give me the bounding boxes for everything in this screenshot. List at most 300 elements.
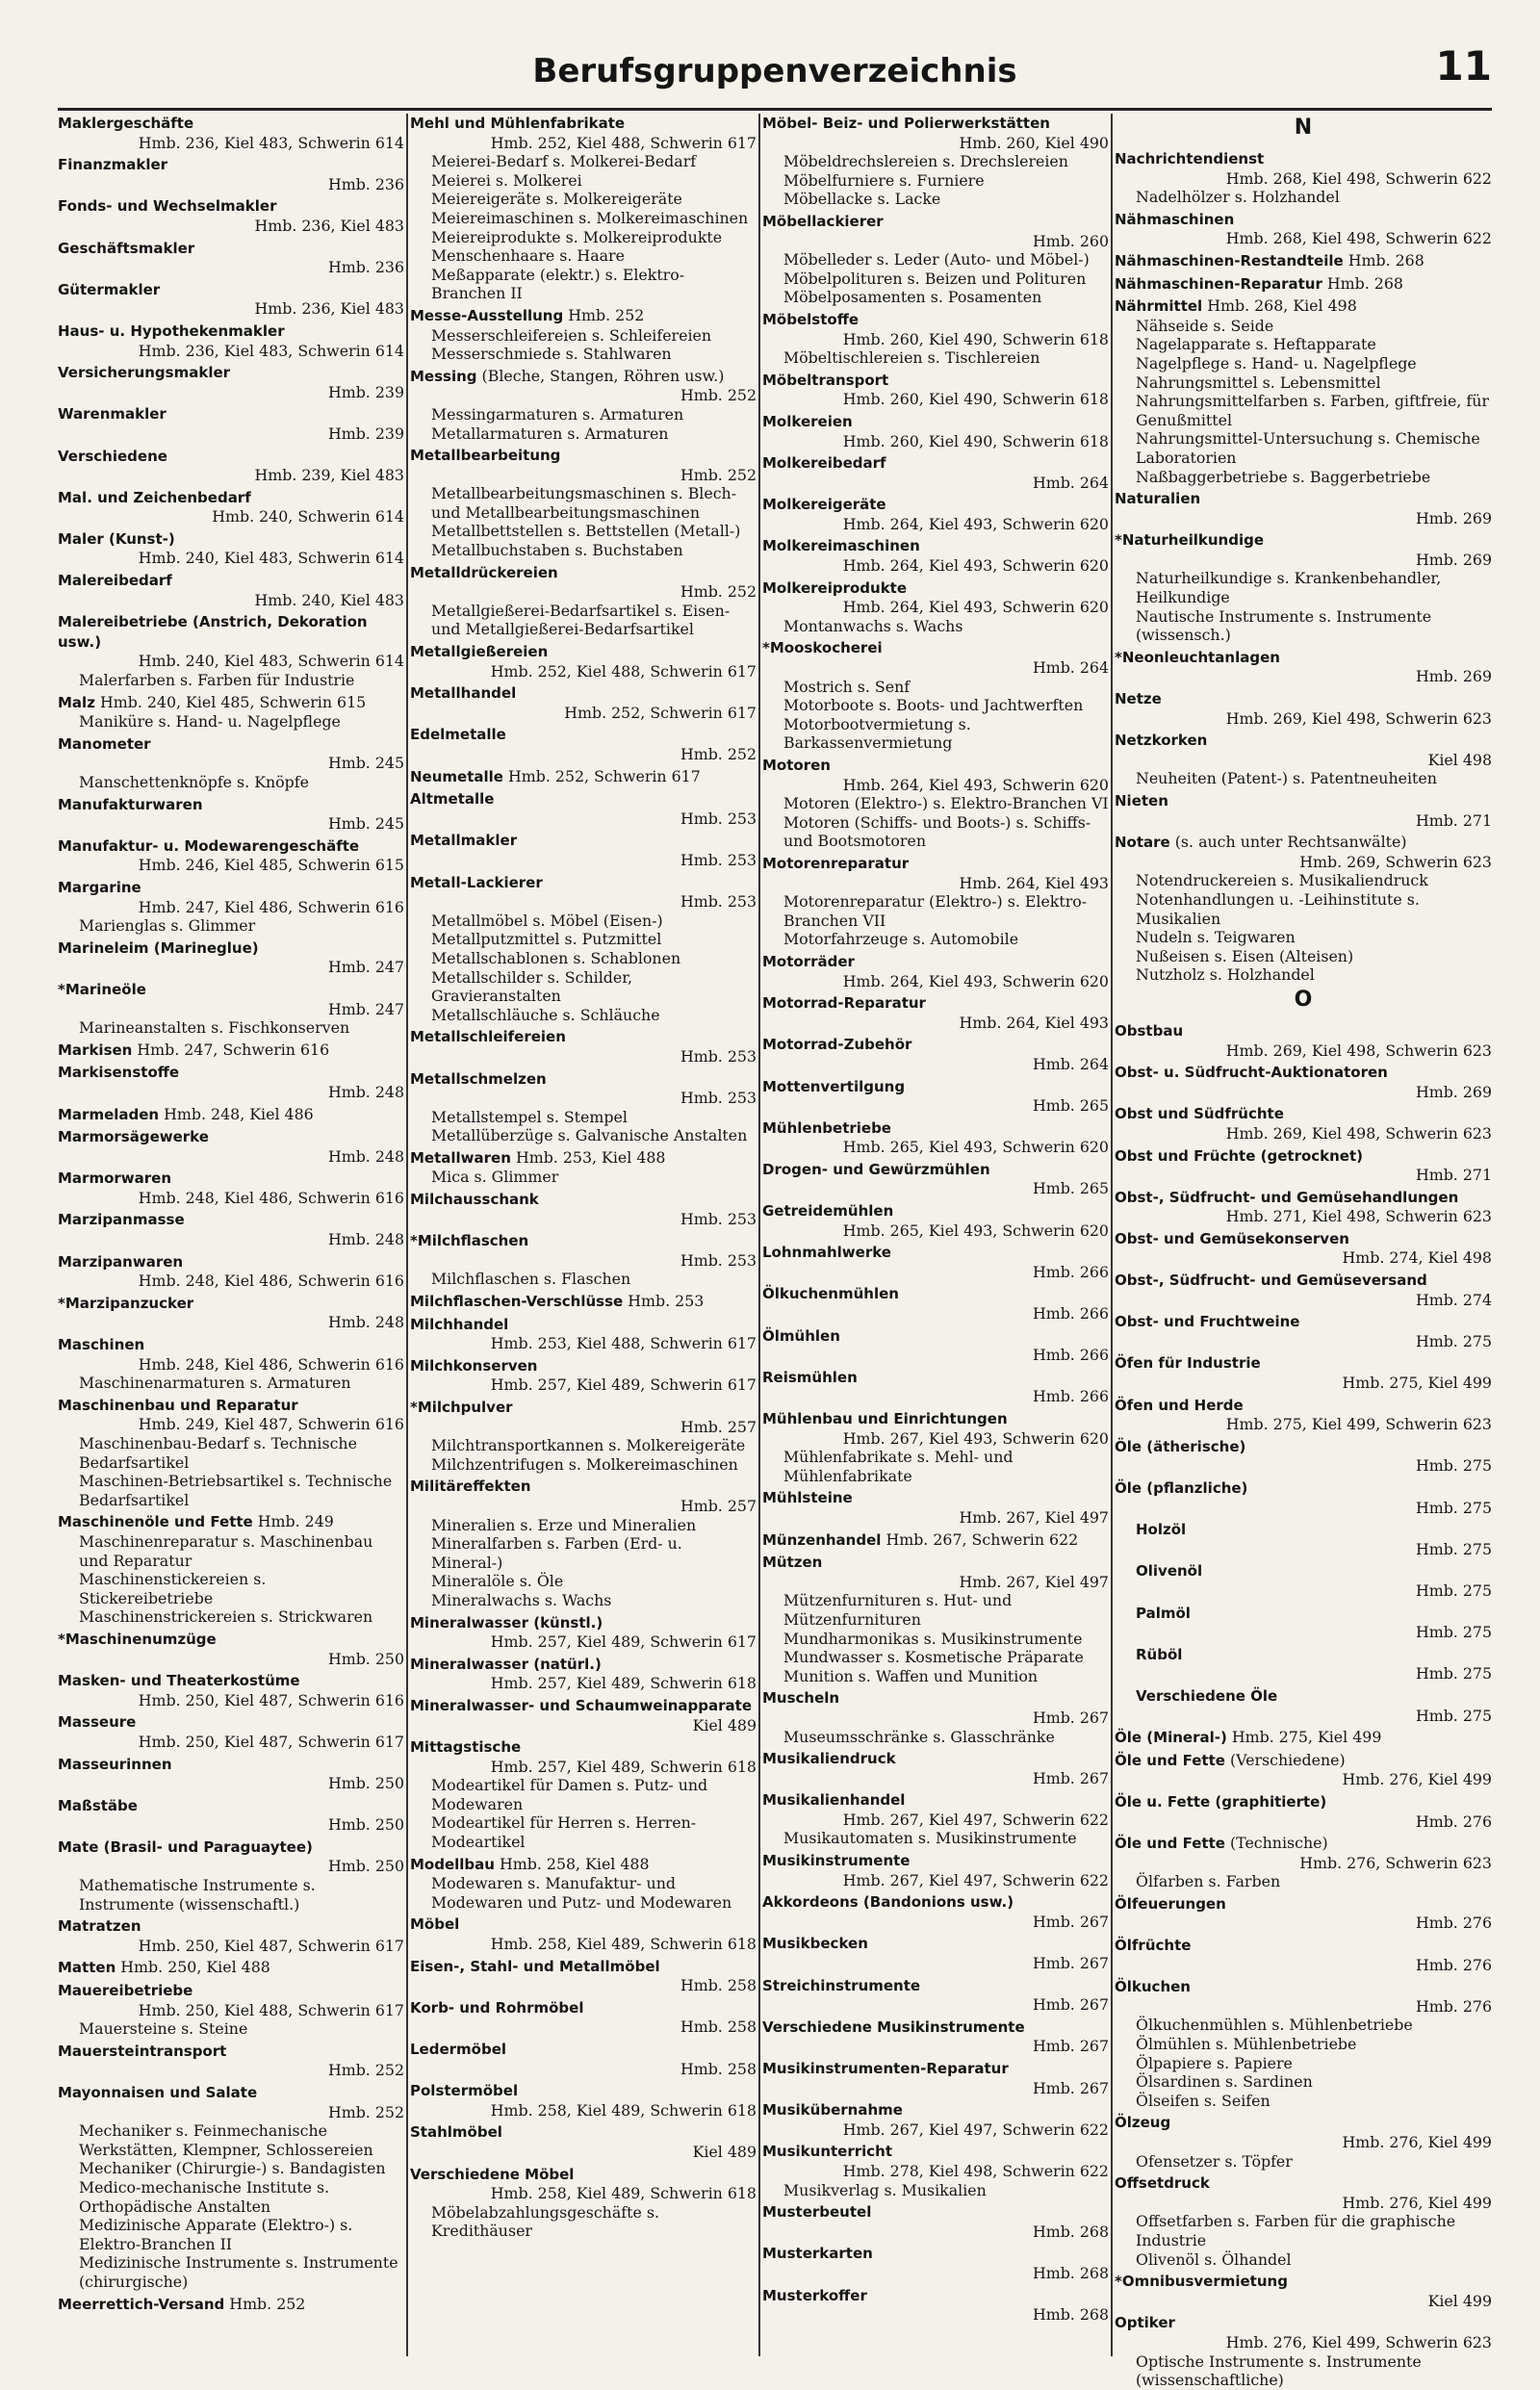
entry-references: Hmb. 267	[1032, 1708, 1109, 1727]
entry-references: Hmb. 248	[327, 1230, 404, 1249]
directory-entry	[58, 2042, 404, 2080]
entry-references: Hmb. 276	[1415, 1955, 1492, 1974]
entry-references: Hmb. 257	[680, 1496, 757, 1515]
directory-entry	[58, 571, 404, 609]
directory-entry	[410, 1190, 757, 1228]
entry-references: Hmb. 252	[327, 2061, 404, 2080]
entry-name: Ölfeuerungen	[1115, 1894, 1226, 1913]
cross-reference: Messerschmiede s. Stahlwaren	[431, 345, 672, 364]
entry-references: Hmb. 240, Kiel 483, Schwerin 614	[138, 652, 404, 671]
cross-reference: Möbelposamenten s. Posamenten	[783, 288, 1042, 307]
entry-name: Molkereimaschinen	[762, 537, 920, 555]
entry-text: Hmb. 258, Kiel 488	[500, 1854, 650, 1873]
entry-references: Hmb. 266	[1032, 1387, 1109, 1406]
directory-entry	[58, 404, 404, 443]
entry-name: Militäreffekten	[410, 1478, 531, 1496]
cross-reference: Nadelhölzer s. Holzhandel	[1136, 188, 1340, 207]
entry-references: Hmb. 264	[1032, 658, 1109, 678]
directory-entry	[410, 683, 757, 722]
cross-reference: Metallüberzüge s. Galvanische Anstalten	[431, 1126, 748, 1145]
entry-references: Hmb. 275, Kiel 499, Schwerin 623	[1225, 1415, 1492, 1434]
entry-text: (Bleche, Stangen, Röhren usw.)	[481, 366, 725, 385]
cross-reference: Metallputzmittel s. Putzmittel	[431, 930, 662, 949]
cross-reference: Nahrungsmittel s. Lebensmittel	[1136, 373, 1381, 392]
directory-entry	[58, 488, 404, 527]
entry-name: Markisen	[58, 1041, 133, 1059]
directory-entry	[58, 239, 404, 277]
entry-references: Hmb. 264, Kiel 493, Schwerin 620	[842, 775, 1109, 794]
entry-name: Öle (Mineral-)	[1115, 1729, 1227, 1747]
directory-entry	[410, 2081, 757, 2120]
entry-name: Öfen für Industrie	[1115, 1354, 1261, 1373]
entry-references: Hmb. 240, Kiel 483, Schwerin 614	[138, 549, 404, 568]
cross-reference: Motorboote s. Boots- und Jachtwerften	[783, 696, 1084, 715]
directory-entry	[1115, 1686, 1492, 1725]
entry-name: Masken- und Theaterkostüme	[58, 1672, 300, 1690]
cross-reference: Metallstempel s. Stempel	[431, 1107, 628, 1126]
cross-reference: Mineralöle s. Öle	[431, 1572, 564, 1591]
entry-name: Naturalien	[1115, 490, 1201, 508]
entry-references: Hmb. 278, Kiel 498, Schwerin 622	[842, 2161, 1109, 2180]
directory-entry	[762, 1488, 1109, 1527]
entry-references: Hmb. 267	[1032, 2037, 1109, 2056]
cross-reference: Nautische Instrumente s. Instrumente (wissensch.)	[1136, 606, 1432, 645]
cross-reference: Olivenöl s. Ölhandel	[1136, 2249, 1292, 2269]
entry-text: Hmb. 250, Kiel 488	[120, 1958, 270, 1977]
directory-entry	[58, 2083, 404, 2292]
directory-entry	[1115, 1977, 1492, 2110]
entry-references: Hmb. 268, Kiel 498, Schwerin 622	[1225, 168, 1492, 188]
entry-references: Hmb. 267, Kiel 497, Schwerin 622	[842, 1810, 1109, 1829]
cross-reference: Naturheilkundige s. Krankenbehandler, Heilkundige	[1136, 569, 1442, 607]
entry-name: Finanzmakler	[58, 156, 168, 174]
cross-reference: Marienglas s. Glimmer	[79, 916, 256, 936]
entry-references: Hmb. 250, Kiel 487, Schwerin 617	[138, 1936, 404, 1955]
entry-references: Hmb. 248, Kiel 486, Schwerin 616	[138, 1354, 404, 1374]
entry-references: Hmb. 250	[327, 1649, 404, 1668]
entry-references: Hmb. 276	[1415, 1996, 1492, 2016]
directory-entry	[1115, 1353, 1492, 1392]
entry-references: Hmb. 267	[1032, 1954, 1109, 1973]
directory-entry	[1115, 1520, 1492, 1558]
directory-entry	[762, 2244, 1109, 2282]
entry-references: Hmb. 264	[1032, 1054, 1109, 1073]
entry-references: Hmb. 247	[327, 958, 404, 977]
cross-reference: Möbeltischlereien s. Tischlereien	[783, 348, 1040, 368]
cross-reference: Ölkuchenmühlen s. Mühlenbetriebe	[1136, 2016, 1413, 2035]
entry-references: Hmb. 269, Kiel 498, Schwerin 623	[1225, 1123, 1492, 1143]
directory-entry	[410, 725, 757, 763]
cross-reference: Motorfahrzeuge s. Automobile	[783, 930, 1019, 949]
entry-name: Malereibetriebe (Anstrich, Dekoration usw.)	[58, 613, 368, 651]
entry-name: Öle und Fette	[1115, 1835, 1225, 1853]
directory-entry	[1115, 833, 1492, 985]
entry-references: Hmb. 253, Kiel 488, Schwerin 617	[490, 1334, 757, 1353]
entry-name: Ledermöbel	[410, 2041, 507, 2058]
entry-references: Hmb. 275	[1415, 1498, 1492, 1517]
directory-entry	[1115, 1561, 1492, 1600]
directory-entry	[410, 1027, 757, 1066]
directory-entry	[58, 1712, 404, 1751]
directory-entry	[762, 371, 1109, 409]
entry-name: Matten	[58, 1959, 116, 1977]
cross-reference: Maschinenreparatur s. Maschinenbau und Reparatur	[79, 1531, 373, 1570]
entry-references: Hmb. 269	[1415, 508, 1492, 527]
directory-entry	[58, 321, 404, 360]
entry-references: Hmb. 265, Kiel 493, Schwerin 620	[842, 1221, 1109, 1240]
entry-references: Hmb. 275, Kiel 499	[1342, 1374, 1492, 1393]
entry-name: Verschiedene Musikinstrumente	[762, 2017, 1025, 2036]
directory-entry	[762, 993, 1109, 1032]
directory-entry	[762, 2017, 1109, 2056]
entry-references: Hmb. 253	[680, 1250, 757, 1270]
entry-text: (Verschiedene)	[1229, 1750, 1346, 1769]
directory-entry	[1115, 530, 1492, 645]
directory-entry	[410, 306, 757, 364]
cross-reference: Mineralien s. Erze und Mineralien	[431, 1515, 697, 1534]
cross-reference: Meierei s. Molkerei	[431, 170, 582, 190]
cross-reference: Notendruckereien s. Musikaliendruck	[1136, 871, 1428, 890]
entry-name: Altmetalle	[410, 790, 495, 809]
directory-entry	[762, 2059, 1109, 2097]
directory-entry	[762, 1035, 1109, 1073]
entry-name: Holzöl	[1136, 1521, 1187, 1539]
cross-reference: Notenhandlungen u. -Leihinstitute s. Musikalien	[1136, 889, 1420, 928]
cross-reference: Malerfarben s. Farben für Industrie	[79, 671, 355, 690]
cross-reference: Meierei-Bedarf s. Molkerei-Bedarf	[431, 152, 697, 171]
cross-reference: Meiereiprodukte s. Molkereiprodukte	[431, 227, 723, 246]
directory-entry	[1115, 1312, 1492, 1350]
directory-entry	[58, 1169, 404, 1207]
entry-text: Hmb. 268	[1326, 273, 1403, 293]
entry-name: Edelmetalle	[410, 726, 506, 744]
entry-name: Obstbau	[1115, 1021, 1184, 1040]
entry-references: Hmb. 267	[1032, 1912, 1109, 1931]
directory-entry	[58, 1041, 404, 1061]
cross-reference: Medizinische Instrumente s. Instrumente (chirurgische)	[79, 2253, 398, 2291]
column-divider	[406, 114, 408, 2356]
entry-name: Olivenöl	[1136, 1562, 1203, 1580]
directory-entry	[410, 1315, 757, 1353]
entry-name: Netze	[1115, 690, 1162, 708]
directory-entry	[762, 1790, 1109, 1848]
cross-reference: Ölfarben s. Farben	[1136, 1872, 1281, 1891]
directory-entry	[58, 612, 404, 689]
entry-references: Hmb. 267, Kiel 497, Schwerin 622	[842, 2120, 1109, 2139]
entry-name: Musikaliendruck	[762, 1750, 896, 1768]
entry-references: Hmb. 275	[1415, 1456, 1492, 1476]
cross-reference: Metallschablonen s. Schablonen	[431, 948, 681, 967]
directory-entry	[1115, 296, 1492, 486]
cross-reference: Medizinische Apparate (Elektro-) s. Elektro-Branchen II	[79, 2216, 353, 2253]
entry-references: Hmb. 264, Kiel 493, Schwerin 620	[842, 971, 1109, 990]
column-2	[410, 114, 757, 2356]
entry-name: Motorenreparatur	[762, 854, 910, 872]
entry-references: Hmb. 276, Kiel 499, Schwerin 623	[1225, 2332, 1492, 2351]
entry-name: Nähmaschinen-Restandteile	[1115, 251, 1344, 270]
cross-reference: Mathematische Instrumente s. Instrumente (wissenschaftl.)	[79, 1876, 316, 1914]
entry-name: Notare	[1115, 834, 1170, 852]
entry-references: Hmb. 275	[1415, 1623, 1492, 1642]
cross-reference: Mica s. Glimmer	[431, 1168, 559, 1187]
entry-name: Mehl und Mühlenfabrikate	[410, 115, 626, 132]
cross-reference: Mineralfarben s. Farben (Erd- u. Mineral-)	[431, 1534, 682, 1572]
directory-entry	[58, 2295, 404, 2315]
entry-references: Hmb. 260, Kiel 490, Schwerin 618	[842, 431, 1109, 450]
entry-references: Hmb. 248	[327, 1082, 404, 1101]
entry-name: Musikübernahme	[762, 2101, 903, 2120]
entry-name: Musterkarten	[762, 2245, 873, 2263]
directory-entry	[1115, 1645, 1492, 1683]
entry-text: Hmb. 252	[229, 2294, 306, 2313]
entry-name: Motoren	[762, 757, 831, 774]
cross-reference: Motorbootvermietung s. Barkassenvermietung	[783, 714, 971, 753]
directory-entry	[762, 536, 1109, 575]
directory-entry	[58, 196, 404, 235]
cross-reference: Milchtransportkannen s. Molkereigeräte	[431, 1436, 746, 1455]
directory-entry	[58, 1837, 404, 1914]
entry-name: Eisen-, Stahl- und Metallmöbel	[410, 1957, 660, 1975]
directory-entry	[1115, 2173, 1492, 2269]
entry-references: Hmb. 245	[327, 814, 404, 834]
entry-references: Hmb. 275	[1415, 1331, 1492, 1350]
entry-references: Hmb. 250, Kiel 488, Schwerin 617	[138, 2000, 404, 2019]
entry-references: Hmb. 267	[1032, 1995, 1109, 2015]
entry-name: Möbeltransport	[762, 371, 889, 389]
entry-name: Maßstäbe	[58, 1796, 138, 1814]
directory-entry	[762, 1118, 1109, 1157]
cross-reference: Nutzholz s. Holzhandel	[1136, 965, 1315, 985]
entry-name: Musterbeutel	[762, 2203, 872, 2222]
cross-reference: Ölsardinen s. Sardinen	[1136, 2072, 1313, 2092]
entry-name: Gütermakler	[58, 280, 161, 298]
entry-references: Hmb. 248	[327, 1146, 404, 1166]
entry-references: Hmb. 276	[1415, 1812, 1492, 1831]
entry-references: Hmb. 252	[680, 465, 757, 484]
entry-name: Möbellackierer	[762, 212, 884, 230]
directory-entry	[58, 363, 404, 401]
cross-reference: Möbellacke s. Lacke	[783, 190, 941, 209]
directory-entry	[58, 938, 404, 977]
entry-text: Hmb. 275, Kiel 499	[1231, 1728, 1382, 1747]
directory-entry	[58, 836, 404, 875]
entry-name: Offsetdruck	[1115, 2174, 1210, 2193]
entry-name: Nähmaschinen	[1115, 210, 1235, 228]
entry-name: *Mooskocherei	[762, 639, 883, 657]
entry-references: Hmb. 257, Kiel 489, Schwerin 617	[490, 1632, 757, 1652]
directory-entry	[762, 1553, 1109, 1685]
cross-reference: Nahrungsmittel-Untersuchung s. Chemische Laboratorien	[1136, 429, 1480, 467]
entry-references: Hmb. 240, Schwerin 614	[212, 507, 404, 527]
directory-entry	[1115, 1146, 1492, 1185]
entry-references: Hmb. 275	[1415, 1539, 1492, 1558]
entry-name: Milchkonserven	[410, 1356, 538, 1375]
entry-name: Neumetalle	[410, 767, 503, 785]
directory-entry	[410, 873, 757, 1025]
directory-entry	[1115, 1894, 1492, 1933]
entry-name: Metallschmelzen	[410, 1069, 547, 1088]
cross-reference: Nagelapparate s. Heftapparate	[1136, 335, 1376, 354]
entry-name: Münzenhandel	[762, 1530, 882, 1549]
directory-entry	[410, 1398, 757, 1474]
directory-entry	[58, 795, 404, 834]
directory-entry	[1115, 1834, 1492, 1891]
entry-references: Hmb. 271	[1415, 1166, 1492, 1185]
entry-name: Optiker	[1115, 2314, 1175, 2332]
entry-references: Hmb. 236, Kiel 483, Schwerin 614	[138, 341, 404, 360]
entry-references: Hmb. 258	[680, 2059, 757, 2078]
entry-references: Hmb. 274, Kiel 498	[1342, 1248, 1492, 1268]
entry-text: (s. auch unter Rechtsanwälte)	[1174, 833, 1407, 852]
entry-name: Obst und Früchte (getrocknet)	[1115, 1146, 1364, 1165]
entry-name: Metallschleifereien	[410, 1028, 566, 1046]
entry-name: Musikbecken	[762, 1935, 868, 1953]
entry-name: Verschiedene	[58, 447, 167, 465]
entry-name: Masseurinnen	[58, 1755, 172, 1773]
directory-entry	[410, 1356, 757, 1395]
entry-name: Motorräder	[762, 952, 855, 970]
entry-name: Geschäftsmakler	[58, 239, 195, 257]
entry-references: Hmb. 236, Kiel 483	[254, 299, 404, 319]
entry-references: Hmb. 252, Schwerin 617	[564, 703, 757, 722]
entry-text: Hmb. 248, Kiel 486	[164, 1104, 314, 1123]
cross-reference: Maschinen-Betriebsartikel s. Technische Bedarfsartikel	[79, 1472, 393, 1509]
entry-name: Verschiedene Möbel	[410, 2165, 575, 2183]
directory-entry	[762, 2142, 1109, 2199]
entry-references: Hmb. 264	[1032, 473, 1109, 492]
entry-name: Motorrad-Zubehör	[762, 1036, 912, 1054]
entry-name: Muscheln	[762, 1689, 840, 1708]
entry-name: Obst- und Gemüsekonserven	[1115, 1229, 1349, 1247]
entry-references: Kiel 489	[692, 2142, 757, 2161]
entry-name: Mützen	[762, 1554, 823, 1572]
entry-name: Milchausschank	[410, 1191, 539, 1209]
cross-reference: Mundharmonikas s. Musikinstrumente	[783, 1629, 1083, 1648]
directory-entry	[762, 114, 1109, 209]
directory-entry	[762, 1892, 1109, 1931]
entry-name: Marmorsägewerke	[58, 1128, 209, 1146]
directory-entry	[410, 367, 757, 443]
entry-references: Hmb. 267, Kiel 493, Schwerin 620	[842, 1428, 1109, 1448]
entry-name: Öle und Fette	[1115, 1751, 1225, 1769]
entry-name: Margarine	[58, 878, 141, 896]
entry-name: Mineralwasser- und Schaumweinapparate	[410, 1696, 752, 1714]
entry-references: Hmb. 268	[1032, 2222, 1109, 2241]
entry-name: Korb- und Rohrmöbel	[410, 1998, 584, 2017]
entry-name: Reismühlen	[762, 1368, 858, 1386]
entry-references: Kiel 499	[1427, 2291, 1492, 2310]
cross-reference: Milchflaschen s. Flaschen	[431, 1270, 631, 1289]
entry-name: Mineralwasser (künstl.)	[410, 1613, 603, 1632]
directory-entry	[762, 578, 1109, 636]
entry-references: Hmb. 250, Kiel 487, Schwerin 616	[138, 1690, 404, 1709]
directory-entry	[58, 1630, 404, 1668]
page-number: 11	[1435, 42, 1492, 90]
directory-entry	[410, 831, 757, 869]
directory-entry	[58, 1252, 404, 1291]
directory-entry	[58, 529, 404, 568]
entry-references: Hmb. 269, Kiel 498, Schwerin 623	[1225, 1041, 1492, 1060]
entry-name: Molkereibedarf	[762, 454, 886, 473]
directory-entry	[1115, 2272, 1492, 2310]
directory-entry	[1115, 1063, 1492, 1101]
entry-references: Hmb. 253	[680, 850, 757, 869]
entry-references: Hmb. 276, Schwerin 623	[1299, 1853, 1492, 1872]
entry-references: Hmb. 252	[327, 2102, 404, 2121]
entry-name: Manufakturwaren	[58, 795, 203, 813]
directory-entry	[1115, 1437, 1492, 1476]
entry-name: Polstermöbel	[410, 2082, 519, 2100]
entry-name: Mauersteintransport	[58, 2042, 227, 2060]
entry-name: Drogen- und Gewürzmühlen	[762, 1160, 990, 1178]
directory-entry	[762, 1243, 1109, 1281]
directory-entry	[762, 2286, 1109, 2325]
directory-entry	[410, 563, 757, 639]
cross-reference: Mechaniker s. Feinmechanische Werkstätten, Klempner, Schlossereien	[79, 2121, 373, 2159]
entry-name: Lohnmahlwerke	[762, 1244, 891, 1262]
cross-reference: Metallschilder s. Schilder, Gravieranstalten	[431, 967, 633, 1006]
directory-entry	[762, 1934, 1109, 1972]
entry-name: Molkereigeräte	[762, 496, 886, 514]
entry-name: Marmeladen	[58, 1105, 160, 1123]
directory-entry	[762, 2202, 1109, 2241]
cross-reference: Offsetfarben s. Farben für die graphische Industrie	[1136, 2212, 1456, 2249]
column-4	[1115, 114, 1492, 2390]
entry-references: Hmb. 260, Kiel 490	[959, 133, 1109, 152]
directory-entry	[762, 1749, 1109, 1787]
entry-name: Ölzeug	[1115, 2114, 1171, 2132]
entry-references: Hmb. 269	[1415, 667, 1492, 686]
cross-reference: Metallbuchstaben s. Buchstaben	[431, 541, 683, 560]
entry-references: Hmb. 236	[327, 174, 404, 193]
directory-entry	[58, 1063, 404, 1101]
directory-entry	[410, 1292, 757, 1312]
entry-references: Hmb. 240, Kiel 483	[254, 590, 404, 609]
entry-name: *Omnibusvermietung	[1115, 2273, 1288, 2291]
entry-references: Hmb. 236, Kiel 483	[254, 216, 404, 235]
entry-references: Hmb. 260	[1032, 231, 1109, 250]
entry-name: Mühlsteine	[762, 1489, 853, 1507]
entry-name: Nähmaschinen-Reparatur	[1115, 274, 1322, 293]
directory-entry	[410, 1696, 757, 1735]
entry-references: Hmb. 258	[680, 2017, 757, 2037]
entry-name: Mühlenbetriebe	[762, 1118, 891, 1137]
entry-references: Hmb. 275	[1415, 1706, 1492, 1725]
cross-reference: Nähseide s. Seide	[1136, 316, 1274, 335]
entry-references: Hmb. 257, Kiel 489, Schwerin 618	[490, 1674, 757, 1693]
entry-name: Öle (ätherische)	[1115, 1437, 1246, 1455]
directory-entry	[1115, 1188, 1492, 1226]
entry-references: Hmb. 268	[1032, 2305, 1109, 2325]
cross-reference: Meßapparate (elektr.) s. Elektro-Branchen II	[431, 265, 685, 303]
column-3	[762, 114, 1109, 2356]
directory-entry	[762, 212, 1109, 307]
directory-entry	[410, 1998, 757, 2037]
cross-reference: Montanwachs s. Wachs	[783, 616, 963, 635]
cross-reference: Musikautomaten s. Musikinstrumente	[783, 1829, 1077, 1848]
directory-entry	[762, 1851, 1109, 1889]
directory-entry	[762, 310, 1109, 368]
directory-entry	[410, 642, 757, 681]
section-letter: O	[1294, 987, 1313, 1012]
entry-name: Metallwaren	[410, 1148, 511, 1167]
entry-name: Malz	[58, 693, 95, 711]
entry-references: Hmb. 274	[1415, 1290, 1492, 1309]
cross-reference: Metallgießerei-Bedarfsartikel s. Eisen- und Metallgießerei-Bedarfsartikel	[431, 601, 731, 639]
entry-references: Hmb. 239	[327, 424, 404, 443]
directory-entry	[762, 1326, 1109, 1365]
cross-reference: Modeartikel für Herren s. Herren-Modeartikel	[431, 1813, 697, 1852]
